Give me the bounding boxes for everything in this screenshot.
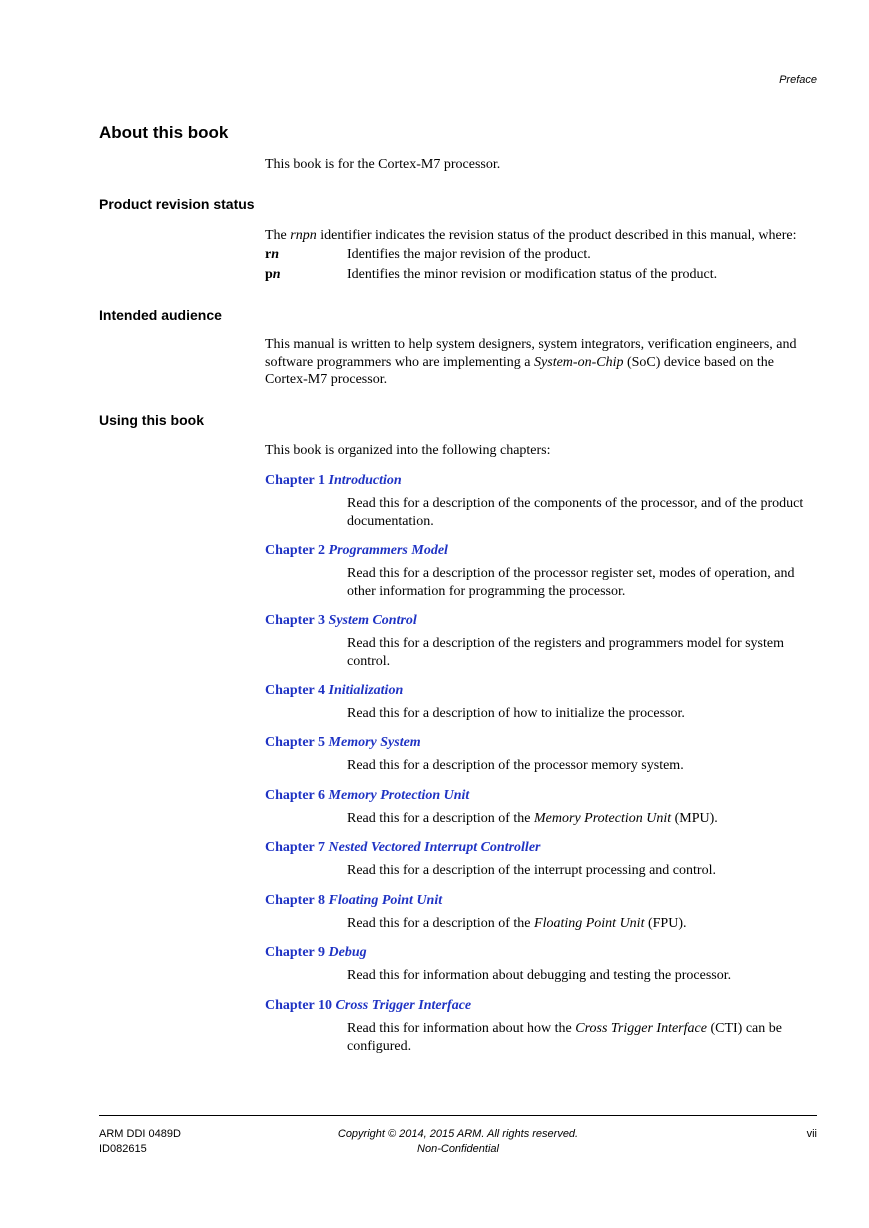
chapter-desc-6 xyxy=(347,810,817,828)
footer-confidentiality: Non-Confidential xyxy=(417,1143,499,1155)
chapter-desc-5 xyxy=(347,757,817,775)
desc-term: Memory Protection Unit xyxy=(534,811,672,826)
footer-copyright: Copyright © 2014, 2015 ARM. All rights reserved. xyxy=(337,1128,579,1140)
chapter-number: Chapter 10 xyxy=(265,998,333,1013)
desc-text: Read this for a description of the xyxy=(347,916,535,931)
desc-text: Read this for a description of the processor memory system. xyxy=(347,758,684,773)
revision-term: rnpn xyxy=(290,228,317,243)
chapter-number: Chapter 4 xyxy=(265,683,326,698)
revision-text xyxy=(265,227,817,245)
chapter-link-1[interactable] xyxy=(265,472,402,490)
desc-text-after: (FPU). xyxy=(644,916,687,931)
chapter-number: Chapter 2 xyxy=(265,543,326,558)
revision-text-after: identifier indicates the revision status of the product described in this manual, where: xyxy=(316,228,797,243)
desc-term: Floating Point Unit xyxy=(534,916,645,931)
chapter-link-4[interactable] xyxy=(265,682,403,700)
chapter-link-10[interactable] xyxy=(265,997,471,1015)
desc-text: Read this for a description of the registers and programmers model for system control. xyxy=(347,636,784,669)
chapter-number: Chapter 8 xyxy=(265,893,326,908)
chapter-link-5[interactable] xyxy=(265,734,421,752)
chapter-desc-4 xyxy=(347,705,817,723)
desc-text: Read this for a description of the processor register set, modes of operation, and other information for programming the processor. xyxy=(347,566,795,599)
desc-text: Read this for a description of the interrupt processing and control. xyxy=(347,863,716,878)
chapter-desc-8 xyxy=(347,915,817,933)
chapter-desc-9 xyxy=(347,967,817,985)
desc-text-after: (MPU). xyxy=(671,811,718,826)
page-title: About this book xyxy=(99,123,229,142)
desc-text: Read this for information about debugging and testing the processor. xyxy=(347,968,732,983)
revision-term-p xyxy=(265,266,281,284)
chapter-title: Debug xyxy=(328,945,367,960)
footer-copyright-block xyxy=(300,1127,616,1157)
footer-page-number: vii xyxy=(806,1128,817,1140)
chapter-number: Chapter 6 xyxy=(265,788,326,803)
desc-term: Cross Trigger Interface xyxy=(575,1021,707,1036)
chapter-title: Floating Point Unit xyxy=(328,893,443,908)
desc-text: Read this for a description of the components of the processor, and of the product documentation. xyxy=(347,496,804,529)
audience-text xyxy=(265,336,817,389)
chapter-desc-10 xyxy=(347,1020,817,1055)
revision-term-r xyxy=(265,246,279,264)
intro-text: This book is for the Cortex-M7 processor. xyxy=(265,157,501,172)
chapter-desc-3 xyxy=(347,635,817,670)
term-letter: r xyxy=(265,247,272,262)
footer-rule xyxy=(99,1115,817,1116)
chapter-number: Chapter 7 xyxy=(265,840,326,855)
chapter-title: Programmers Model xyxy=(328,543,448,558)
chapter-link-3[interactable] xyxy=(265,612,417,630)
chapter-number: Chapter 3 xyxy=(265,613,326,628)
revision-heading: Product revision status xyxy=(99,196,255,212)
chapter-link-7[interactable] xyxy=(265,839,541,857)
audience-text-before: This manual is written to help system designers, system integrators, verification engineers, and software programmers who are implementing a xyxy=(265,337,797,370)
chapter-link-8[interactable] xyxy=(265,892,442,910)
chapter-link-2[interactable] xyxy=(265,542,448,560)
desc-text-after: (CTI) can be configured. xyxy=(347,1021,782,1054)
desc-text: Read this for information about how the xyxy=(347,1021,576,1036)
desc-text: Read this for a description of the xyxy=(347,811,535,826)
chapter-title: Memory Protection Unit xyxy=(328,788,470,803)
chapter-title: Nested Vectored Interrupt Controller xyxy=(328,840,541,855)
revision-desc-r: Identifies the major revision of the product. xyxy=(347,247,591,262)
chapter-title: Cross Trigger Interface xyxy=(335,998,472,1013)
chapter-title: Initialization xyxy=(328,683,404,698)
chapter-title: System Control xyxy=(328,613,417,628)
chapter-desc-1 xyxy=(347,495,817,530)
chapter-title: Memory System xyxy=(328,735,421,750)
footer-doc-info xyxy=(99,1127,181,1157)
chapter-number: Chapter 5 xyxy=(265,735,326,750)
term-var: n xyxy=(271,247,280,262)
chapter-title: Introduction xyxy=(328,473,402,488)
revision-desc-p: Identifies the minor revision or modification status of the product. xyxy=(347,267,718,282)
footer-doc-rev: ID082615 xyxy=(99,1143,147,1155)
chapter-number: Chapter 9 xyxy=(265,945,326,960)
chapter-link-6[interactable] xyxy=(265,787,469,805)
chapter-number: Chapter 1 xyxy=(265,473,326,488)
term-letter: p xyxy=(265,267,273,282)
audience-text-after: (SoC) device based on the Cortex-M7 processor. xyxy=(265,354,774,387)
footer-doc-id: ARM DDI 0489D xyxy=(99,1128,181,1140)
audience-term: System-on-Chip xyxy=(534,354,624,370)
chapter-link-9[interactable] xyxy=(265,944,367,962)
using-intro: This book is organized into the following chapters: xyxy=(265,443,551,458)
desc-text: Read this for a description of how to initialize the processor. xyxy=(347,706,685,721)
chapter-desc-2 xyxy=(347,565,817,600)
running-head: Preface xyxy=(779,74,817,86)
chapter-desc-7 xyxy=(347,862,817,880)
revision-text-before: The xyxy=(265,228,291,243)
audience-heading: Intended audience xyxy=(99,307,222,323)
using-heading: Using this book xyxy=(99,412,204,428)
term-var: n xyxy=(272,267,281,282)
